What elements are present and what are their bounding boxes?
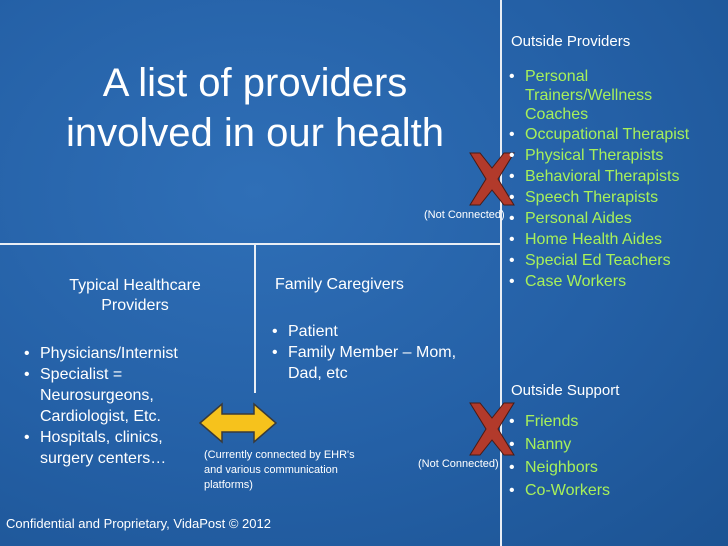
- connection-note: (Currently connected by EHR's and various communication platforms): [204, 449, 355, 491]
- page-title: A list of providers involved in our health: [65, 61, 445, 155]
- vertical-divider-right: [500, 0, 502, 546]
- list-item: • Case Workers: [505, 271, 705, 292]
- list-item: • Specialist = Neurosurgeons, Cardiologist, Etc.: [20, 364, 200, 427]
- vertical-divider-middle: [254, 243, 256, 393]
- double-arrow-icon: [198, 401, 278, 445]
- list-item: • Hospitals, clinics, surgery centers…: [20, 427, 200, 469]
- family-caregivers-heading: Family Caregivers: [275, 276, 404, 293]
- list-item: • Nanny: [505, 433, 705, 456]
- not-connected-label: (Not Connected): [424, 209, 505, 221]
- not-connected-label: (Not Connected): [418, 458, 499, 470]
- list-item: • Personal Aides: [505, 208, 705, 229]
- list-item: • Occupational Therapist: [505, 124, 705, 145]
- footer-copyright: Confidential and Proprietary, VidaPost © 2012: [6, 516, 271, 531]
- list-item: • Speech Therapists: [505, 187, 705, 208]
- list-item: • Personal Trainers/Wellness Coaches: [505, 67, 705, 124]
- list-item: • Behavioral Therapists: [505, 166, 705, 187]
- list-item: • Co-Workers: [505, 479, 705, 502]
- list-item: • Special Ed Teachers: [505, 250, 705, 271]
- list-item: • Family Member – Mom, Dad, etc: [268, 342, 468, 384]
- list-item: • Home Health Aides: [505, 229, 705, 250]
- list-item: • Physicians/Internist: [20, 343, 200, 364]
- horizontal-divider: [0, 243, 502, 245]
- outside-support-heading: Outside Support: [511, 382, 620, 399]
- outside-support-list: [505, 410, 705, 502]
- list-item: • Patient: [268, 321, 468, 342]
- list-item: • Physical Therapists: [505, 145, 705, 166]
- typical-providers-list: [20, 343, 200, 469]
- outside-providers-list: [505, 67, 705, 292]
- family-caregivers-list: [268, 321, 468, 384]
- outside-providers-heading: Outside Providers: [511, 33, 631, 50]
- list-item: • Neighbors: [505, 456, 705, 479]
- typical-providers-heading: Typical Healthcare Providers: [69, 277, 201, 314]
- list-item: • Friends: [505, 410, 705, 433]
